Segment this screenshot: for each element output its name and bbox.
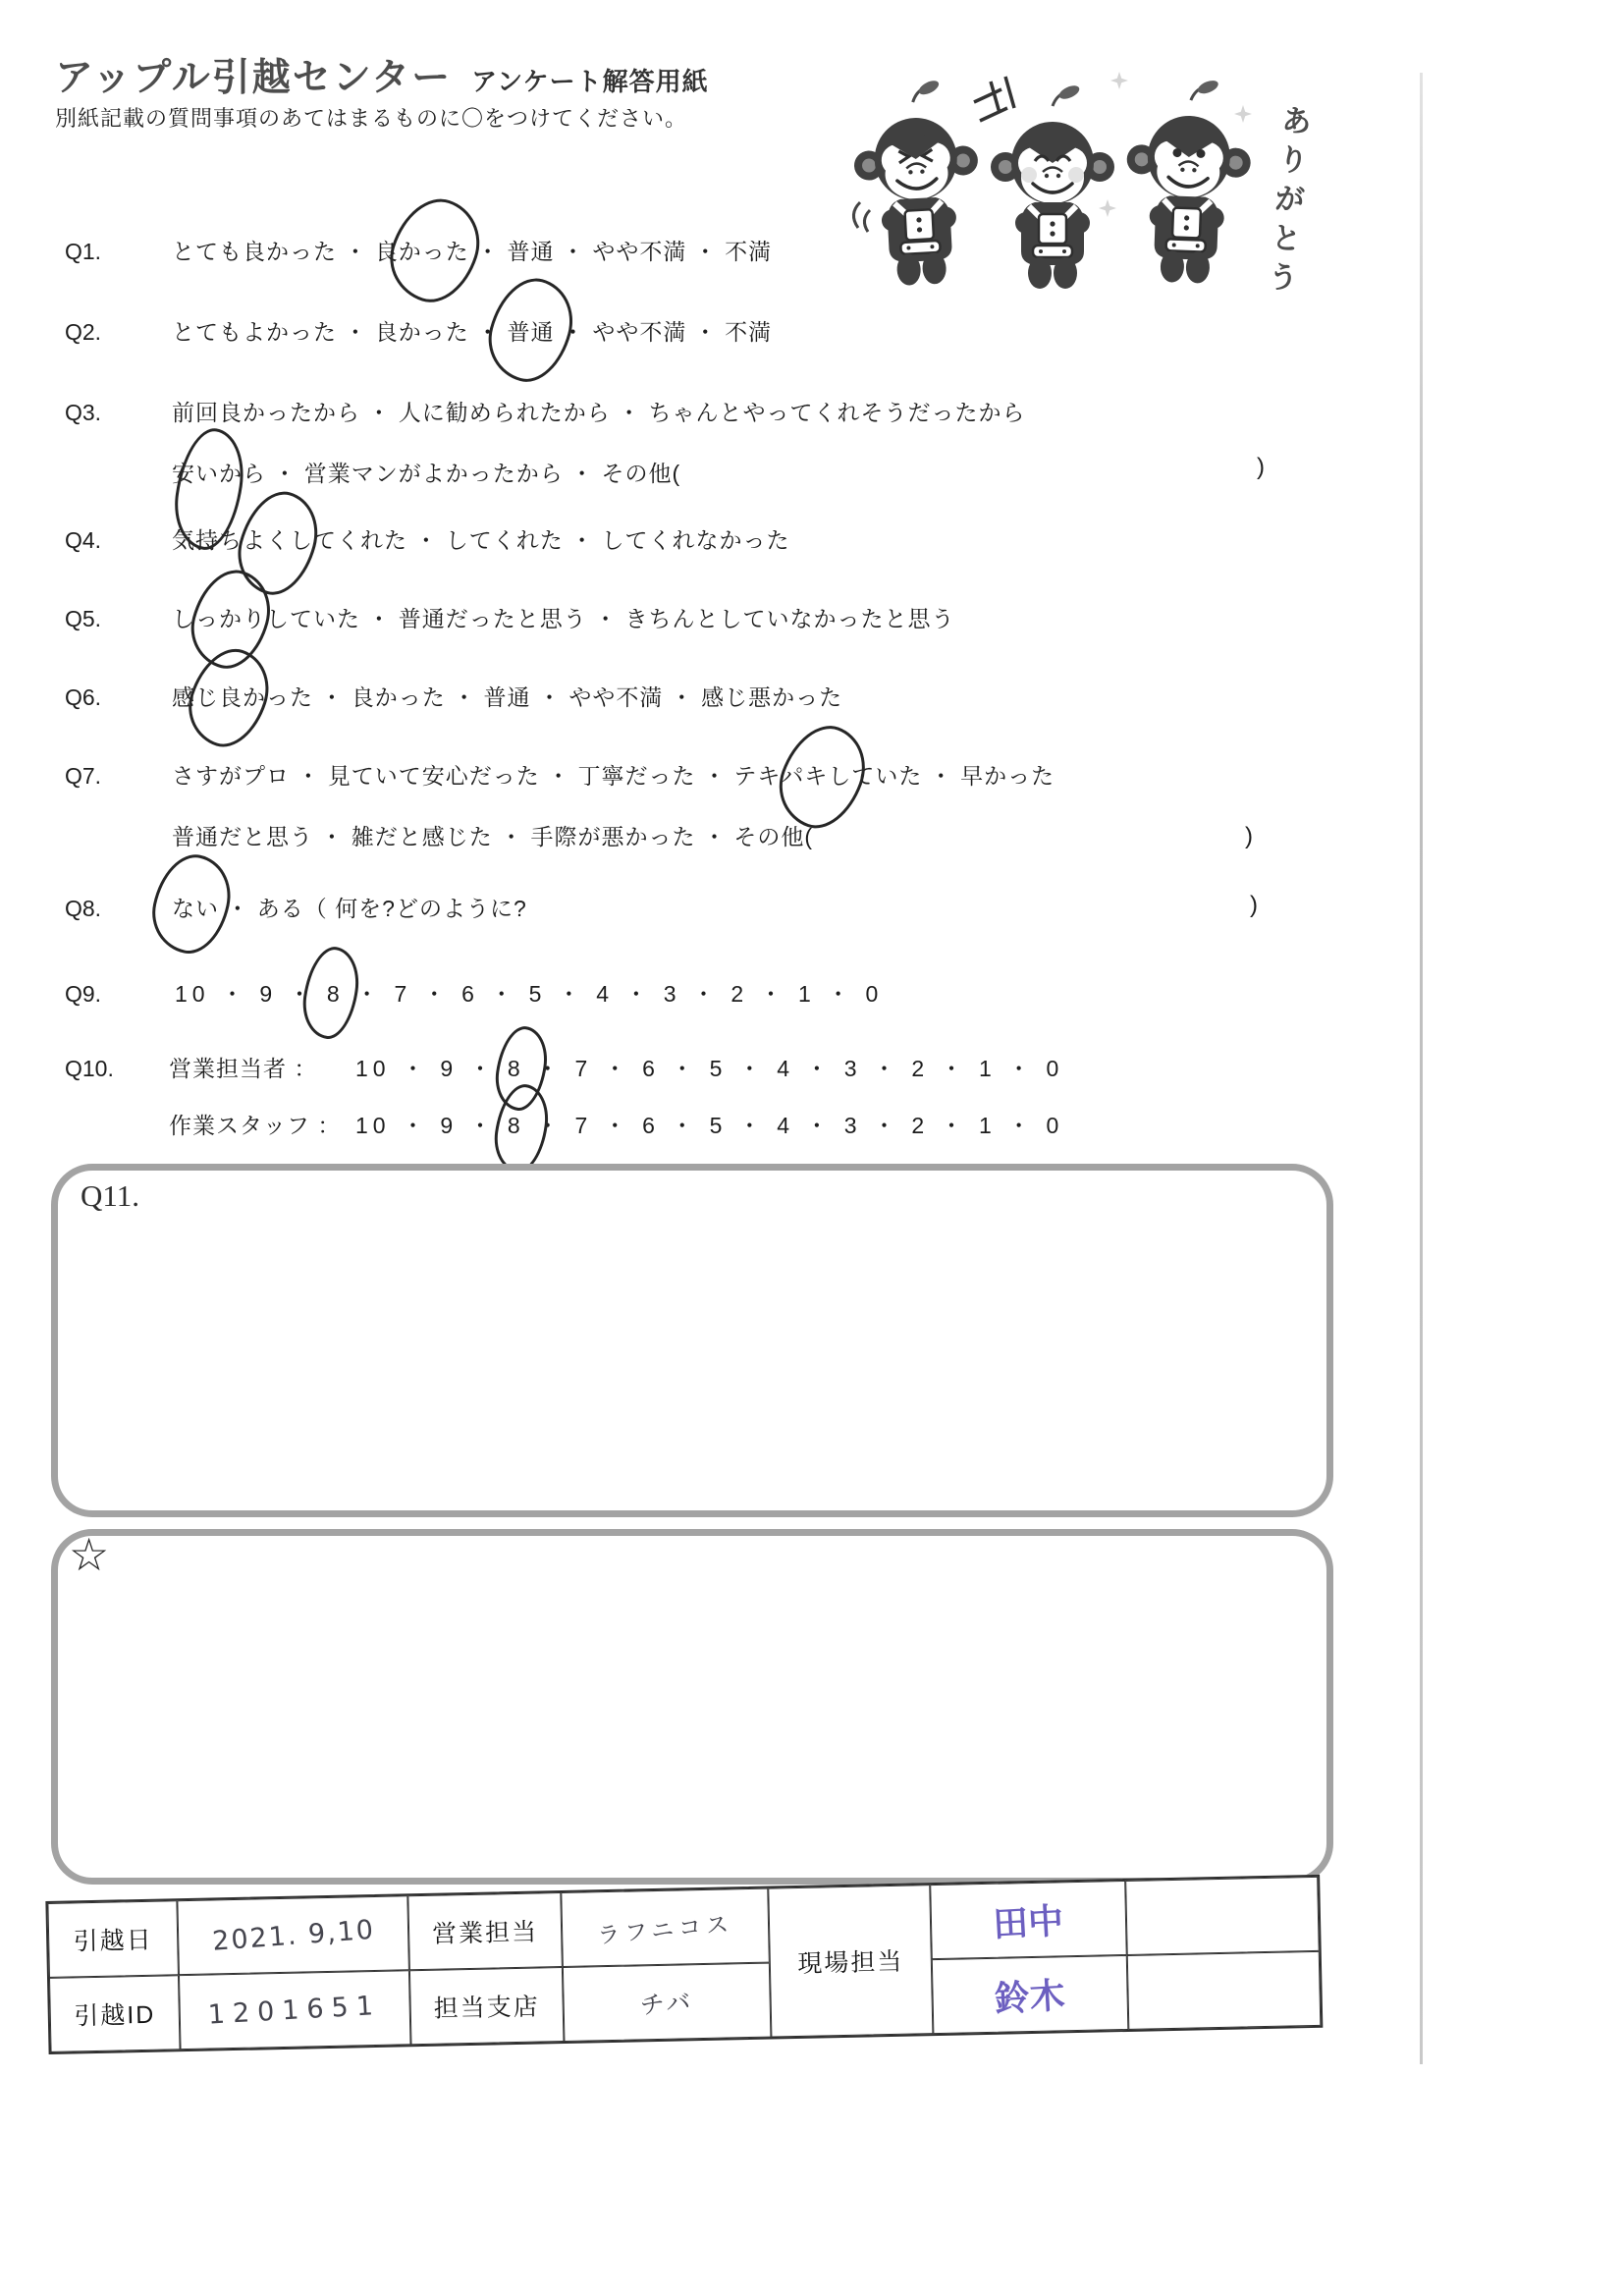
sparkle-icon [1234, 105, 1252, 123]
question-options: とても良かった ・ 良かった ・ 普通 ・ やや不満 ・ 不満 [172, 239, 773, 264]
question-row-q10-sales [0, 1052, 1375, 1085]
star-mark: ☆ [69, 1529, 110, 1580]
question-row-q2 [0, 315, 1375, 349]
question-options: 安いから ・ 営業マンがよかったから ・ その他( [172, 461, 681, 486]
handwritten-onsite-name-1: 田中 [992, 1900, 1065, 1945]
close-paren-q3: ) [1257, 454, 1265, 480]
onsite-label-cell: 現場担当 [768, 1885, 933, 2037]
question-label: Q1. [65, 239, 102, 264]
answer-circle-q8 [144, 847, 238, 960]
handwritten-branch: チバ [639, 1987, 695, 2020]
sales-rep-value-cell [561, 1888, 770, 1967]
question-row-q3 [0, 396, 1375, 429]
question-options: 気持ちよくしてくれた ・ してくれた ・ してくれなかった [172, 527, 790, 553]
move-date-value-cell [177, 1895, 409, 1975]
question-options: 前回良かったから ・ 人に勧められたから ・ ちゃんとやってくれそうだったから [172, 400, 1026, 425]
onsite-name-2-cell [932, 1955, 1129, 2034]
question-row-q9 [0, 977, 1375, 1011]
footer-table [45, 1875, 1323, 2054]
header [55, 47, 709, 102]
empty-cell [1125, 1877, 1320, 1955]
move-id-label-cell: 引越ID [49, 1975, 181, 2052]
handwritten-move-date: 2021. 9,10 [210, 1914, 376, 1957]
close-paren-q8: ) [1250, 892, 1258, 918]
question-label: Q3. [65, 400, 102, 425]
rating-subject-label: 作業スタッフ ： [169, 1113, 342, 1138]
close-paren-q7: ) [1245, 823, 1253, 849]
sales-rep-label-cell: 営業担当 [407, 1892, 563, 1970]
branch-label-cell: 担当支店 [409, 1967, 565, 2045]
tally-marks [974, 77, 1014, 121]
question-options: 普通だと思う ・ 雑だと感じた ・ 手際が悪かった ・ その他( [172, 824, 813, 849]
answer-circle-q1 [379, 188, 492, 312]
question-label: Q7. [65, 763, 102, 789]
rating-subject-label: 営業担当者 ： [169, 1056, 318, 1081]
answer-circle-q9 [298, 944, 364, 1043]
handwritten-move-id: 1201651 [207, 1990, 383, 2031]
scan-edge-line [1420, 73, 1423, 2064]
empty-cell [1127, 1951, 1322, 2030]
onsite-name-1-cell [930, 1881, 1127, 1959]
question-options: 感じ良かった ・ 良かった ・ 普通 ・ やや不満 ・ 感じ悪かった [172, 684, 843, 710]
answer-circle-q2 [479, 269, 583, 390]
brand-title: アップル引越センター [55, 57, 453, 99]
rating-scale: 10 ・ 9 ・ 8 ・ 7 ・ 6 ・ 5 ・ 4 ・ 3 ・ 2 ・ 1 ・ 0 [355, 1113, 1064, 1138]
thanks-vertical-text: ありがとう [1261, 102, 1313, 302]
question-row-q10-staff [0, 1109, 1375, 1142]
question-label: Q10. [65, 1056, 114, 1081]
free-response-box-q11 [51, 1164, 1333, 1517]
question-label: Q2. [65, 319, 102, 345]
motion-lines [853, 202, 870, 232]
question-options: とてもよかった ・ 良かった ・ 普通 ・ やや不満 ・ 不満 [172, 319, 773, 345]
sparkle-icon [1099, 199, 1116, 217]
move-date-label-cell: 引越日 [47, 1900, 179, 1978]
question-row-q7-line2 [0, 820, 1375, 853]
question-label: Q8. [65, 896, 102, 921]
instruction-text: 別紙記載の質問事項のあてはまるものに〇をつけてください。 [55, 106, 688, 131]
question-options: しっかりしていた ・ 普通だったと思う ・ きちんとしていなかったと思う [172, 606, 955, 631]
question-options: さすがプロ ・ 見ていて安心だった ・ 丁寧だった ・ テキパキしていた ・ 早かった [172, 763, 1055, 789]
question-label: Q9. [65, 981, 102, 1007]
handwritten-sales-rep: ラフニコス [596, 1911, 735, 1949]
sparkle-icon [1110, 72, 1128, 89]
branch-value-cell [563, 1963, 772, 2042]
handwritten-onsite-name-2: 鈴木 [994, 1975, 1067, 2020]
question-label: Q4. [65, 527, 102, 553]
answer-circle-q6 [178, 639, 279, 757]
rating-scale: 10 ・ 9 ・ 8 ・ 7 ・ 6 ・ 5 ・ 4 ・ 3 ・ 2 ・ 1 ・ 0 [175, 981, 884, 1007]
q11-label: Q11. [81, 1178, 139, 1213]
rating-scale: 10 ・ 9 ・ 8 ・ 7 ・ 6 ・ 5 ・ 4 ・ 3 ・ 2 ・ 1 ・ 0 [355, 1056, 1064, 1081]
question-row-q7 [0, 759, 1375, 793]
free-response-box-star [51, 1529, 1333, 1885]
form-title: アンケート解答用紙 [471, 67, 709, 96]
move-id-value-cell [179, 1970, 411, 2050]
question-label: Q6. [65, 684, 102, 710]
question-row-q1 [0, 235, 1375, 268]
question-options: ない ・ ある（ 何を?どのように? [172, 896, 527, 921]
question-label: Q5. [65, 606, 102, 631]
